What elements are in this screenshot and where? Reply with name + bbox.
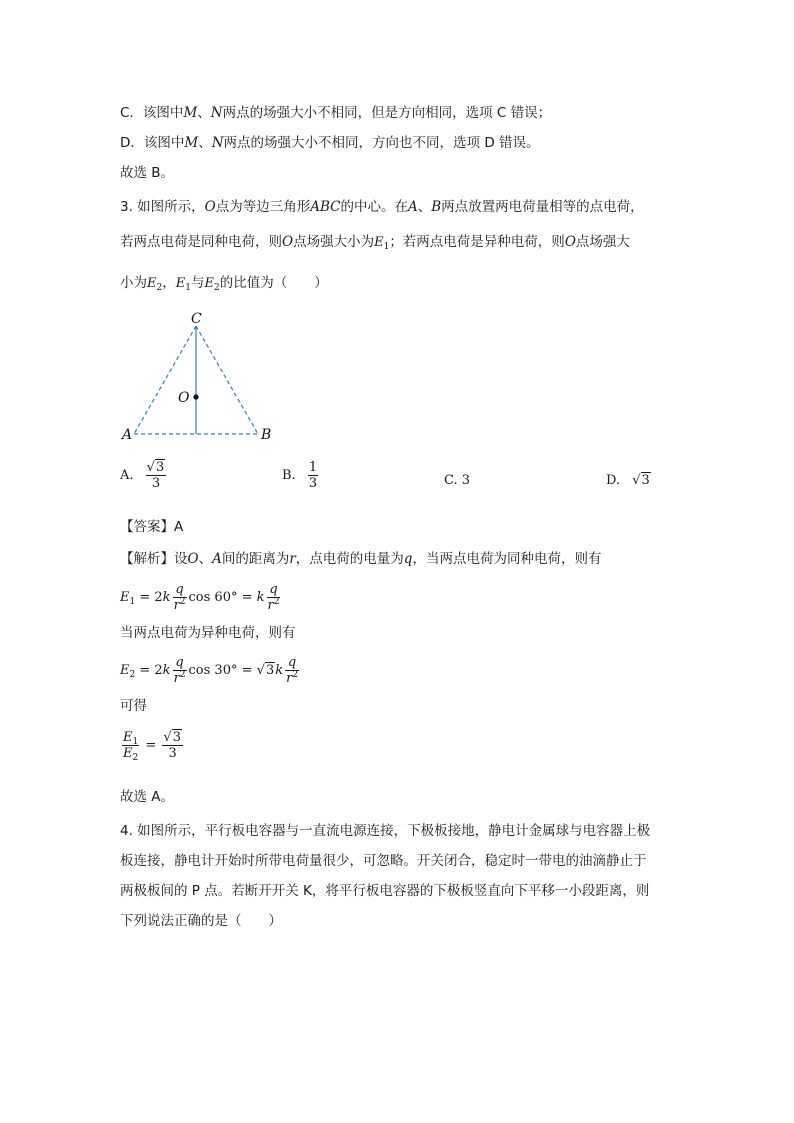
text: 点场强大 [575, 234, 630, 250]
var-o: O [187, 551, 199, 567]
fraction: $\frac{√3}{3}$ [163, 730, 181, 761]
equals: = 2 [135, 590, 163, 605]
text: 两点的场强大小不相同，但是方向相同，选项 C 错误； [222, 105, 552, 121]
radicand: 3 [265, 663, 275, 678]
q4-line-2: 板连接，静电计开始时所带电荷量很少，可忽略。开关闭合，稳定时一带电的油滴静止于 [120, 853, 647, 869]
answer-tag: 【答案】 [120, 519, 174, 535]
answer-value: A [174, 519, 184, 535]
text: 与 [190, 275, 205, 291]
var-a: A [212, 551, 222, 567]
var-o: O [204, 199, 216, 215]
superscript: 2 [292, 670, 299, 680]
text: 、 [198, 135, 212, 151]
var-k: k [275, 663, 284, 678]
text: 小为 [120, 275, 147, 291]
text: ，当两点电荷为同种电荷，则有 [412, 551, 602, 567]
denominator: 3 [168, 746, 177, 761]
denominator [285, 671, 299, 686]
option-label: C. [444, 473, 458, 488]
e-symbol: E [147, 276, 157, 291]
var-r: r [267, 598, 274, 613]
q4-line-3: 两极板间的 P 点。若断开开关 K，将平行板电容器的下极板竖直向下平移一小段距离，则 [120, 883, 650, 899]
var-m: M [183, 105, 198, 121]
var-e2 [204, 276, 219, 291]
denominator [173, 671, 187, 686]
numerator: q [173, 582, 187, 598]
subscript: 1 [185, 283, 191, 293]
subscript: 2 [213, 283, 220, 293]
var-a: A [408, 199, 418, 215]
text: 的中心。在 [340, 199, 408, 215]
fraction [173, 582, 187, 613]
var-r: r [289, 551, 296, 567]
equals: = [141, 738, 161, 753]
option-label: A. [120, 468, 134, 483]
option-c[interactable] [444, 473, 470, 488]
equation-3 [120, 730, 185, 761]
var-e1 [374, 235, 389, 250]
var-abc: ABC [310, 199, 341, 215]
analysis-tag: 【解析】 [120, 551, 174, 567]
cos-term: cos 60° = [188, 590, 257, 605]
var-k: k [162, 590, 171, 605]
text: C．该图中 [120, 105, 184, 121]
subscript: 1 [383, 242, 390, 252]
choose-a-line: 故选 A。 [120, 789, 175, 805]
option-b[interactable] [282, 460, 320, 491]
analysis-line [120, 550, 601, 568]
var-n: N [211, 135, 224, 151]
var-k: k [162, 663, 171, 678]
e-symbol: E [204, 276, 214, 291]
numerator: q [285, 655, 299, 671]
text: 的比值为（ ） [219, 275, 328, 291]
text: 、 [198, 551, 213, 567]
side-cb [196, 326, 258, 434]
subscript: 1 [129, 597, 136, 607]
subscript: 1 [132, 737, 139, 747]
choose-b-line: 故选 B。 [120, 165, 175, 181]
fraction [285, 655, 299, 686]
numerator: 1 [308, 460, 318, 475]
option-label: B. [282, 468, 296, 483]
e-symbol: E [123, 746, 133, 761]
var-o: O [564, 234, 576, 250]
cos-term: cos 30° = [188, 663, 257, 678]
text: D．该图中 [120, 135, 185, 151]
text: ，点电荷的电量为 [295, 551, 404, 567]
option-label: D. [606, 473, 621, 488]
text: 两点的场强大小不相同，方向也不同，选项 D 错误。 [223, 135, 540, 151]
denominator: 3 [151, 476, 161, 491]
option-d[interactable] [606, 473, 651, 488]
text: 点场强大小为 [293, 234, 375, 250]
text: ；若两点电荷是异种电荷，则 [389, 234, 565, 250]
text: 3. 如图所示， [120, 199, 205, 215]
text: ， [162, 275, 176, 291]
side-ca [134, 326, 196, 434]
fraction [122, 730, 139, 761]
denominator: 3 [308, 476, 318, 491]
denominator [173, 598, 187, 613]
vertex-c-label: C [191, 311, 202, 327]
var-o: O [282, 234, 294, 250]
var-n: N [210, 105, 223, 121]
var-e1 [176, 276, 191, 291]
vertex-b-label: B [261, 427, 272, 443]
var-e2 [147, 276, 162, 291]
q3-line-1 [120, 198, 644, 216]
option-c-explanation [120, 104, 551, 122]
sqrt: √3 [256, 663, 275, 678]
radicand: 3 [641, 473, 650, 488]
option-value: √3 [632, 473, 650, 488]
subscript: 2 [132, 753, 139, 763]
radicand: 3 [155, 460, 165, 475]
subscript: 2 [156, 283, 163, 293]
fraction [267, 582, 281, 613]
var-b: B [431, 199, 442, 215]
q4-line-1: 4. 如图所示，平行板电容器与一直流电源连接，下极板接地，静电计金属球与电容器上极 [120, 823, 651, 839]
q4-line-4: 下列说法正确的是（ ） [120, 913, 282, 929]
var-k: k [256, 590, 265, 605]
e-symbol: E [175, 276, 186, 291]
vertex-a-label: A [122, 427, 133, 443]
fraction [173, 655, 187, 686]
triangle-figure [110, 306, 290, 446]
center-point [193, 394, 198, 399]
superscript: 2 [179, 597, 186, 607]
text: 两点放置两电荷量相等的点电荷， [441, 199, 644, 215]
superscript: 2 [179, 670, 186, 680]
radicand: 3 [172, 730, 181, 745]
e-symbol: E [120, 663, 130, 678]
option-value: 3 [461, 473, 471, 488]
can-get-line: 可得 [120, 698, 147, 714]
text: 间的距离为 [221, 551, 290, 567]
equation-1 [120, 582, 282, 613]
option-a[interactable] [120, 460, 168, 491]
e-symbol: E [374, 235, 384, 250]
q3-line-3 [120, 274, 328, 293]
superscript: 2 [273, 597, 280, 607]
text: 设 [174, 551, 188, 567]
numerator: q [267, 582, 281, 598]
var-q: q [403, 551, 413, 567]
center-o-label: O [178, 390, 190, 406]
e-symbol: E [120, 590, 130, 605]
answer-line [120, 518, 183, 536]
text: 点为等边三角形 [215, 199, 311, 215]
option-value [308, 460, 318, 491]
equation-2 [120, 655, 301, 686]
var-m: M [184, 135, 199, 151]
text: 若两点电荷是同种电荷，则 [120, 234, 282, 250]
subscript: 2 [129, 670, 136, 680]
option-d-explanation [120, 134, 540, 152]
denominator [267, 598, 281, 613]
var-r: r [173, 671, 180, 686]
var-r: r [173, 598, 180, 613]
var-r: r [286, 671, 293, 686]
text: 、 [197, 105, 211, 121]
equals: = 2 [135, 663, 163, 678]
option-value: $\frac{√3}{3}$ [146, 460, 165, 491]
text: 、 [417, 199, 432, 215]
different-charge-line: 当两点电荷为异种电荷，则有 [120, 625, 296, 641]
numerator: q [173, 655, 187, 671]
q3-line-2 [120, 233, 630, 252]
e-symbol: E [123, 730, 133, 745]
